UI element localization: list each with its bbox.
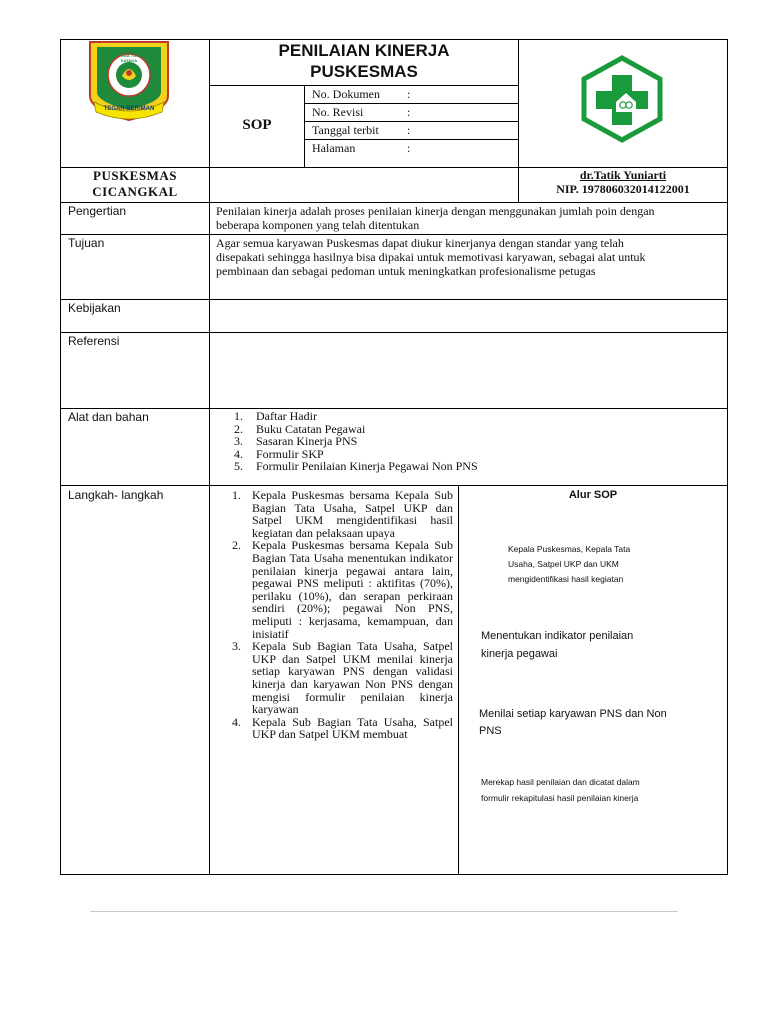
document-title (210, 40, 518, 82)
doc-field-nodokumen (312, 87, 512, 103)
section-content-langkah (210, 489, 453, 741)
list-item: 3. Sasaran Kinerja PNS (246, 435, 510, 448)
flow-step-1 (508, 542, 708, 587)
list-item: 4. Formulir SKP (246, 448, 510, 461)
document-title-line1: PENILAIAN KINERJA (278, 41, 450, 60)
doc-field-value: : (407, 123, 411, 137)
pengertian-line1: Penilaian kinerja adalah proses penilaian kinerja dengan menggunakan jumlah poin dengan (216, 204, 655, 218)
head-signature (519, 168, 727, 196)
list-item: 1. Daftar Hadir (246, 410, 510, 423)
flow-step-1-line1: Kepala Puskesmas, Kepala Tata (508, 544, 631, 554)
document-title-line2: PUSKESMAS (310, 62, 418, 81)
section-label-pengertian: Pengertian (68, 204, 127, 218)
doc-field-value: : (407, 105, 411, 119)
section-content-tujuan (216, 236, 724, 278)
list-item: 5. Formulir Penilaian Kinerja Pegawai Non PNS (246, 460, 510, 473)
doc-field-label: Tanggal terbit (312, 123, 379, 137)
logo-banner-text: TEGAR BERIMAN (103, 106, 155, 112)
section-label-langkah: Langkah- langkah (68, 488, 164, 502)
sop-label: SOP (242, 117, 272, 133)
section-label-referensi: Referensi (68, 334, 120, 348)
section-content-pengertian (216, 204, 724, 232)
doc-field-label: No. Dokumen (312, 87, 380, 101)
flow-step-2-line2: kinerja pegawai (481, 648, 558, 660)
doc-field-label: Halaman (312, 141, 356, 155)
pengertian-line2: beberapa komponen yang telah ditentukan (216, 218, 420, 232)
org-name-line2: CICANGKAL (92, 184, 178, 199)
flow-step-2-line1: Menentukan indikator penilaian (481, 630, 634, 642)
tujuan-line3: pembinaan dan sebagai pedoman untuk meningkatkan profesionalisme petugas (216, 264, 596, 278)
org-name (61, 168, 209, 200)
step-item: 4. Kepala Sub Bagian Tata Usaha, Satpel UKP dan Satpel UKM membuat (244, 716, 453, 741)
head-nip: NIP. 197806032014122001 (556, 182, 690, 196)
flow-step-3-line1: Menilai setiap karyawan PNS dan Non (479, 708, 667, 720)
tujuan-line1: Agar semua karyawan Puskesmas dapat diukur kinerjanya dengan standar yang telah (216, 236, 624, 250)
flow-step-3-line2: PNS (479, 725, 502, 737)
head-name: dr.Tatik Yuniarti (579, 168, 667, 182)
doc-field-tanggal (312, 123, 512, 139)
tujuan-line2: disepakati sehingga hasilnya bisa dipakai untuk memotivasi karyawan, sebagai alat untuk (216, 250, 646, 264)
section-label-alat: Alat dan bahan (68, 410, 149, 424)
doc-field-value: : (407, 141, 411, 155)
flow-step-1-line3: mengidentifikasi hasil kegiatan (508, 574, 624, 584)
flow-step-2 (481, 627, 711, 663)
list-item: 2. Buku Catatan Pegawai (246, 423, 510, 436)
section-content-alat (210, 410, 510, 473)
district-emblem-logo (86, 40, 172, 122)
flow-step-1-line2: Usaha, Satpel UKP dan UKM (508, 559, 619, 569)
section-label-kebijakan: Kebijakan (68, 301, 121, 315)
flow-step-4 (481, 774, 721, 806)
step-item: 2. Kepala Puskesmas bersama Kepala Sub Bagian Tata Usaha menentukan indikator penilaian kinerja pegawai antara lain, pegawai PNS meliputi : aktifitas (70%), perilaku (10%), dan serapan perkiraan sendiri (20%); pegawai Non PNS, meliputi : kerjasama, kemampuan, dan inisiatif (244, 539, 453, 640)
logo-ring-text: PRAYOGA TOHAGA SAYAGA (109, 53, 149, 63)
step-item: 1. Kepala Puskesmas bersama Kepala Sub Bagian Tata Usaha, Satpel UKP dan Satpel UKM mengidentifikasi hasil kegiatan dan pelaksaan upaya (244, 489, 453, 539)
step-item: 3. Kepala Sub Bagian Tata Usaha, Satpel UKP dan Satpel UKM menilai kinerja setiap karyawan PNS dengan validasi kinerja dan karyawan Non PNS dengan mengisi formulir penilaian kinerja karyawan (244, 640, 453, 716)
doc-field-norevisi (312, 105, 512, 121)
doc-field-value: : (407, 87, 411, 101)
flow-step-4-line1: Merekap hasil penilaian dan dicatat dalam (481, 777, 640, 787)
flow-step-4-line2: formulir rekapitulasi hasil penilaian kinerja (481, 793, 639, 803)
alur-title: Alur SOP (568, 489, 618, 501)
org-name-line1: PUSKESMAS (93, 168, 177, 183)
puskesmas-cross-logo (579, 55, 665, 143)
doc-field-halaman (312, 141, 512, 157)
doc-field-label: No. Revisi (312, 105, 364, 119)
section-label-tujuan: Tujuan (68, 236, 105, 250)
flow-step-3 (479, 706, 719, 740)
